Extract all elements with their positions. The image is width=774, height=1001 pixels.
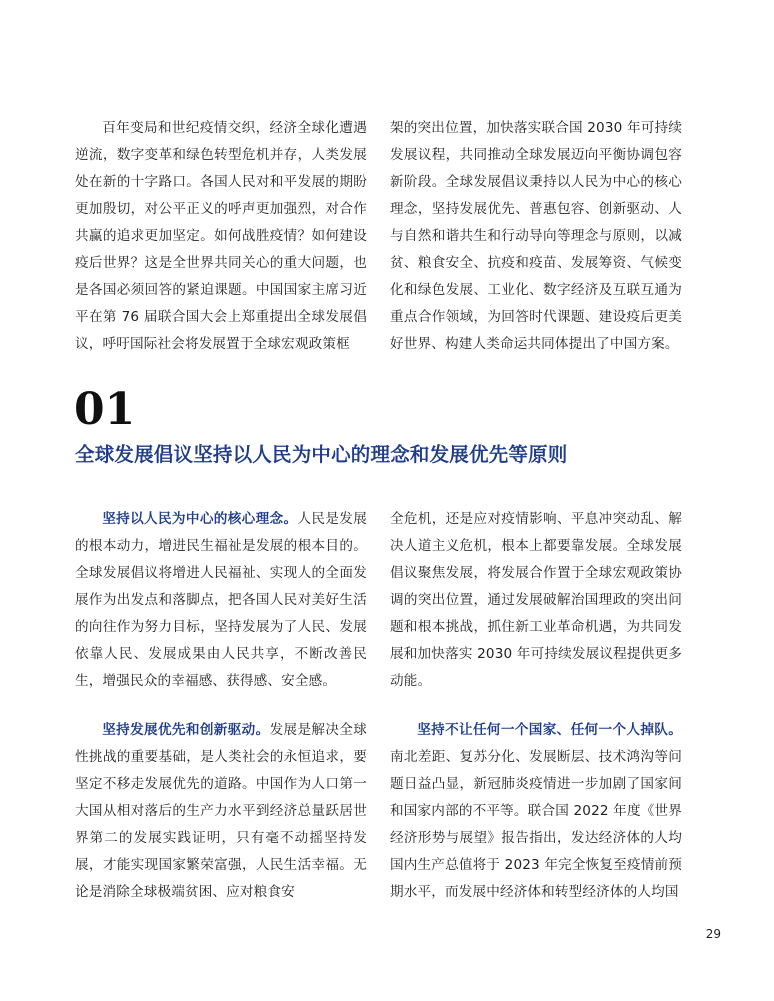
- paragraph-people-centered: [75, 506, 367, 695]
- intro-paragraph-left: [75, 115, 367, 358]
- paragraph-no-one-left-behind: [390, 717, 682, 906]
- paragraph-lead-no-one-left-behind: 坚持不让任何一个国家、任何一个人掉队。: [417, 722, 682, 738]
- paragraph-continued: [390, 506, 682, 695]
- section-number: 01: [74, 384, 136, 435]
- section-title: 全球发展倡议坚持以人民为中心的理念和发展优先等原则: [75, 443, 568, 466]
- paragraph-body-people-centered: 人民是发展的根本动力，增进民生福祉是发展的根本目的。全球发展倡议将增进人民福祉、实现人的全面发展作为出发点和落脚点，把各国人民对美好生活的向往作为努力目标，坚持发展为了人民、发展依靠人民、发展成果由人民共享，不断改善民生，增强民众的幸福感、获得感、安全感。: [75, 511, 368, 689]
- paragraph-body-continued: 全危机，还是应对疫情影响、平息冲突动乱、解决人道主义危机，根本上都要靠发展。全球发展倡议聚焦发展，将发展合作置于全球宏观政策协调的突出位置，通过发展破解治国理政的突出问题和根本挑战，抓住新工业革命机遇，为共同发展和加快落实 2030 年可持续发展议程提供更多动能。: [390, 511, 682, 689]
- paragraph-lead-development-priority: 坚持发展优先和创新驱动。: [102, 722, 270, 738]
- paragraph-body-development-priority: 发展是解决全球性挑战的重要基础，是人类社会的永恒追求，要坚定不移走发展优先的道路。中国作为人口第一大国从相对落后的生产力水平到经济总量跃居世界第二的发展实践证明，只有毫不动摇坚持发展，才能实现国家繁荣富强，人民生活幸福。无论是消除全球极端贫困、应对粮食安: [75, 722, 367, 900]
- page-number: 29: [705, 927, 721, 941]
- intro-text-left: 百年变局和世纪疫情交织，经济全球化遭遇逆流，数字变革和绿色转型危机并存，人类发展处在新的十字路口。各国人民对和平发展的期盼更加殷切，对公平正义的呼声更加强烈，对合作共赢的追求更加坚定。如何战胜疫情？如何建设疫后世界？这是全世界共同关心的重大问题，也是各国必须回答的紧迫课题。中国国家主席习近平在第 76 届联合国大会上郑重提出全球发展倡议，呼吁国际社会将发展置于全球宏观政策框: [75, 120, 367, 352]
- paragraph-body-no-one-left-behind: 南北差距、复苏分化、发展断层、技术鸿沟等问题日益凸显，新冠肺炎疫情进一步加剧了国家间和国家内部的不平等。联合国 2022 年度《世界经济形势与展望》报告指出，发达经济体的人均国内生产总值将于 2023 年完全恢复至疫情前预期水平，而发展中经济体和转型经济体的人均国: [390, 749, 682, 900]
- intro-paragraph-right: [390, 115, 682, 358]
- intro-text-right: 架的突出位置，加快落实联合国 2030 年可持续发展议程，共同推动全球发展迈向平衡协调包容新阶段。全球发展倡议秉持以人民为中心的核心理念，坚持发展优先、普惠包容、创新驱动、人与自然和谐共生和行动导向等理念与原则，以减贫、粮食安全、抗疫和疫苗、发展筹资、气候变化和绿色发展、工业化、数字经济及互联互通为重点合作领域，为回答时代课题、建设疫后更美好世界、构建人类命运共同体提出了中国方案。: [390, 120, 682, 352]
- paragraph-development-priority: [75, 717, 367, 906]
- paragraph-lead-people-centered: 坚持以人民为中心的核心理念。: [102, 511, 298, 527]
